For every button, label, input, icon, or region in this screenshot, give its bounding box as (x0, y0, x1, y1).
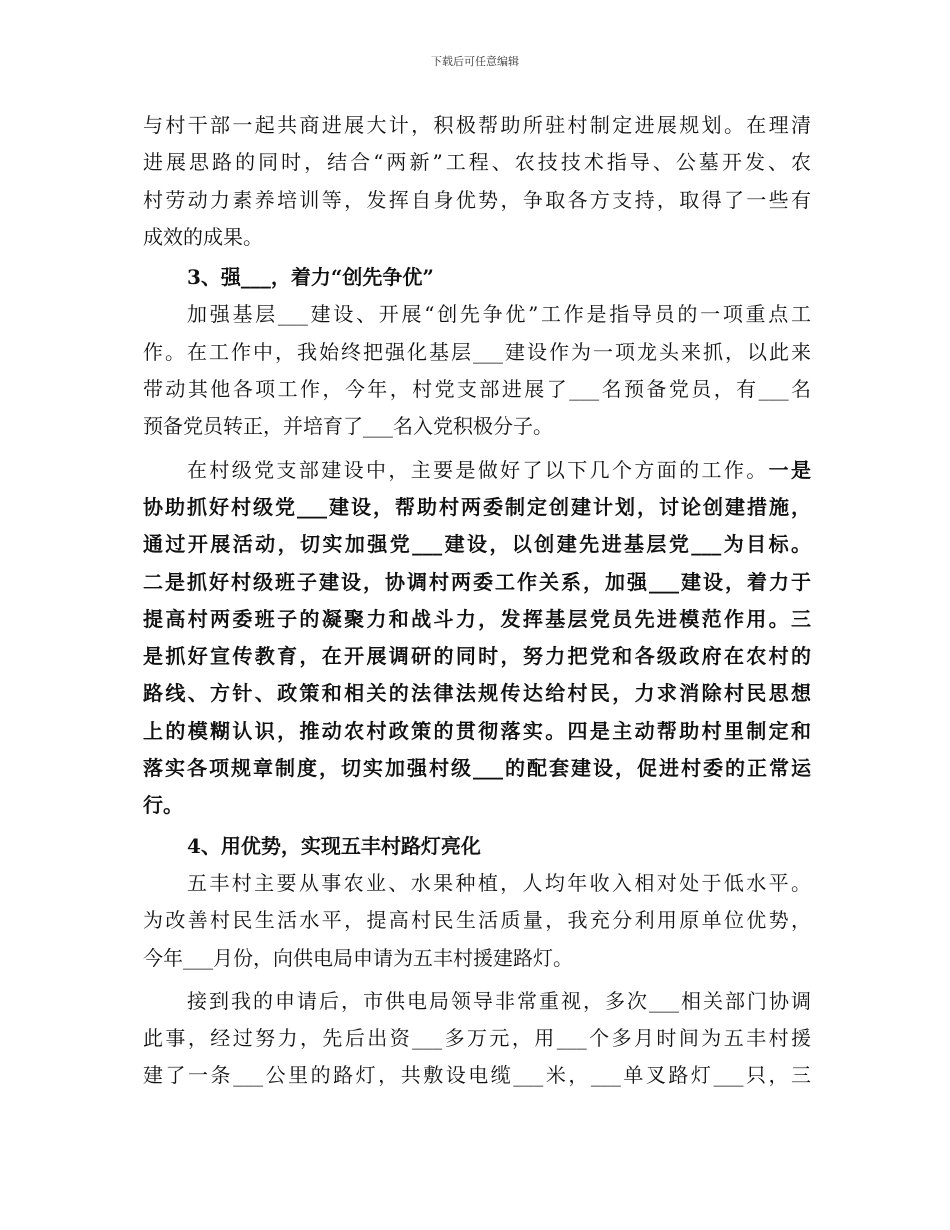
text-line: 带动其他各项工作，今年，村党支部进展了___名预备党员，有___名 (143, 377, 811, 402)
text-line: 村劳动力素养培训等，发挥自身优势，争取各方支持，取得了一些有 (143, 187, 811, 212)
text-line: 五丰村主要从事农业、水果种植，人均年收入相对处于低水平。 (187, 870, 811, 895)
text-line: 进展思路的同时，结合“两新”工程、农技技术指导、公墓开发、农 (143, 150, 811, 175)
text-line: 此事，经过努力，先后出资___多万元，用___个多月时间为五丰村援 (143, 1026, 811, 1051)
page-header: 下载后可任意编辑 (431, 55, 519, 68)
paragraph (143, 296, 811, 445)
text-line: 作。在工作中，我始终把强化基层___建设作为一项龙头来抓，以此来 (143, 339, 811, 364)
text-line: 接到我的申请后，市供电局领导非常重视，多次___相关部门协调 (187, 988, 811, 1013)
text-line: 成效的成果。 (143, 224, 263, 249)
text-line: 今年___月份，向供电局申请为五丰村援建路灯。 (143, 945, 573, 970)
text-span-bold: 一是 (768, 457, 811, 482)
text-line: 通过开展活动，切实加强党___建设，以创建先进基层党___为目标。 (143, 532, 811, 557)
text-line: 路线、方针、政策和相关的法律法规传达给村民，力求消除村民思想 (143, 681, 811, 706)
text-line: 行。 (143, 793, 183, 818)
text-line: 上的模糊认识，推动农村政策的贯彻落实。四是主动帮助村里制定和 (143, 718, 811, 743)
text-line: 预备党员转正，并培育了___名入党积极分子。 (143, 414, 553, 439)
text-line: 是抓好宣传教育，在开展调研的同时，努力把党和各级政府在农村的 (143, 644, 811, 669)
document-body (143, 107, 811, 1095)
text-line: 建了一条___公里的路灯，共敷设电缆___米，___单叉路灯___只，三 (143, 1063, 811, 1088)
paragraph (143, 107, 811, 256)
text-line: 为改善村民生活水平，提高村民生活质量，我充分利用原单位优势， (143, 908, 811, 933)
paragraph (143, 983, 811, 1095)
text-line: 加强基层___建设、开展“创先争优”工作是指导员的一项重点工 (187, 302, 811, 327)
section-heading-4: 4、用优势，实现五丰村路灯亮化 (187, 833, 481, 858)
paragraph (143, 865, 811, 977)
text-line: 二是抓好村级班子建设，协调村两委工作关系，加强___建设，着力于 (143, 569, 811, 594)
section-heading-3: 3、强___，着力“创先争优” (187, 265, 434, 290)
paragraph (143, 452, 811, 825)
text-line: 落实各项规章制度，切实加强村级___的配套建设，促进村委的正常运 (143, 756, 811, 781)
text-line: 提高村两委班子的凝聚力和战斗力，发挥基层党员先进模范作用。三 (143, 606, 811, 631)
text-line: 与村干部一起共商进展大计，积极帮助所驻村制定进展规划。在理清 (143, 113, 811, 137)
text-line (143, 452, 811, 489)
text-span: 在村级党支部建设中，主要是做好了以下几个方面的工作。 (187, 457, 769, 482)
text-line: 协助抓好村级党___建设，帮助村两委制定创建计划，讨论创建措施， (143, 494, 811, 519)
